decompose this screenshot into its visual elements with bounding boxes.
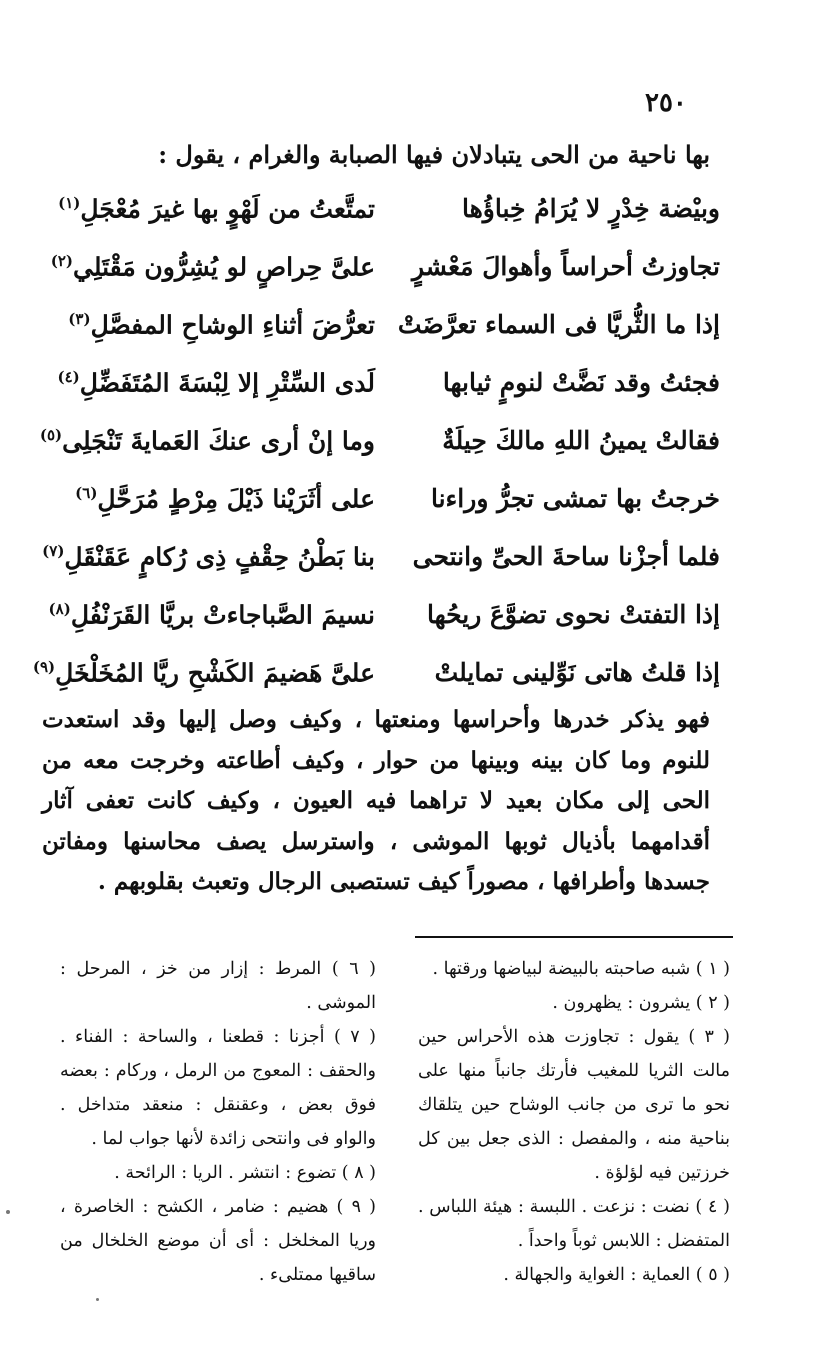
footnote: ( ٥ ) العماية : الغواية والجهالة . (503, 1265, 730, 1285)
second-hemistich (30, 426, 375, 455)
poem-verse (30, 188, 720, 246)
second-hemistich (30, 542, 375, 571)
poem-verse (30, 594, 720, 652)
hemistich-text: تعرُّضَ أثناءِ الوشاحِ المفصَّلِ (90, 310, 375, 340)
poem-verse (30, 420, 720, 478)
page-number: ٢٥٠ (645, 88, 687, 118)
footnote-ref: (٣) (68, 310, 91, 328)
second-hemistich (30, 252, 375, 281)
poem-verse (30, 478, 720, 536)
hemistich-text: علىَّ حِراصٍ لو يُشِرُّون مَقْتَلِي (73, 252, 375, 282)
footnote: ( ٦ ) المرط : إزار من خز ، المرحل : الموشى . (60, 959, 377, 1013)
poem (30, 188, 720, 710)
intro-line: بها ناحية من الحى يتبادلان فيها الصبابة والغرام ، يقول : (158, 140, 710, 169)
hemistich-text: لَدى السِّتْرِ إلا لِبْسَةَ المُتَفَضِّلِ (79, 368, 375, 398)
hemistich-text: نسيمَ الصَّباجاءتْ بريَّا القَرَنْفُلِ (70, 600, 375, 630)
second-hemistich (30, 194, 375, 223)
hemistich-text: علىَّ هَضيمَ الكَشْحِ ريَّا المُخَلْخَلِ (55, 658, 375, 688)
footnote: ( ١ ) شبه صاحبته بالبيضة لبياضها ورقتها . (432, 959, 730, 979)
footnote: ( ٣ ) يقول : تجاوزت هذه الأحراس حين مالت الثريا للمغيب فأرتك جانباً منها على نحو ما ترى من جانب الوشاح حين يتلقاك بناحية منه ، والمفصل : الذى جعل بين كل خرزتين فيه لؤلؤة . (418, 1027, 731, 1183)
footnote-ref: (٥) (39, 426, 63, 444)
poem-verse (30, 536, 720, 594)
footnote-divider (415, 936, 733, 938)
second-hemistich (30, 310, 375, 339)
footnote: ( ٢ ) يشرون : يظهرون . (552, 993, 730, 1013)
footnote-ref: (٢) (50, 252, 74, 270)
second-hemistich (30, 600, 375, 629)
footnote: ( ٤ ) نضت : نزعت . اللبسة : هيئة اللباس . المتفضل : اللابس ثوباً واحداً . (418, 1197, 730, 1251)
first-hemistich: إذا التفتتْ نحوى تضوَّعَ ريحُها (426, 600, 720, 629)
footnote: ( ٩ ) هضيم : ضامر ، الكشح : الخاصرة ، وريا المخلخل : أى أن موضع الخلخال من ساقيها ممتلىء . (60, 1197, 376, 1285)
poem-verse (30, 246, 720, 304)
footnote-ref: (٤) (57, 368, 80, 386)
footnote-ref: (٦) (75, 484, 98, 502)
hemistich-text: تمتَّعتُ من لَهْوٍ بها غيرَ مُعْجَلِ (80, 194, 375, 224)
second-hemistich (30, 484, 375, 513)
footnotes-left-column (60, 952, 376, 1292)
poem-verse (30, 304, 720, 362)
second-hemistich (30, 368, 375, 397)
footnotes-right-column (418, 952, 730, 1292)
first-hemistich: فلما أجزْنا ساحةَ الحىِّ وانتحى (412, 542, 720, 571)
footnote-ref: (٨) (48, 600, 71, 618)
scan-speck (96, 1298, 99, 1301)
footnote-ref: (١) (58, 194, 81, 212)
hemistich-text: على أثَرَيْنا ذَيْلَ مِرْطٍ مُرَحَّلِ (97, 484, 375, 514)
first-hemistich: خرجتُ بها تمشى تجرُّ وراءنا (430, 484, 720, 513)
first-hemistich: وبيْضة خِدْرٍ لا يُرَامُ خِباؤُها (461, 194, 720, 223)
footnote: ( ٧ ) أجزنا : قطعنا ، والساحة : الفناء . والحقف : المعوج من الرمل ، وركام : بعضه فوق بعض ، وعقنقل : منعقد متداخل . والواو فى وانتحى زائدة لأنها جواب لما . (60, 1027, 377, 1149)
hemistich-text: وما إنْ أرى عنكَ العَمايةَ تَنْجَلِى (62, 426, 375, 456)
prose-paragraph: فهو يذكر خدرها وأحراسها ومنعتها ، وكيف وصل إليها وقد استعدت للنوم وما كان بينه وبينها من حوار ، وكيف أطاعته وخرجت معه من الحى إلى مكان بعيد لا تراهما فيه العيون ، وكيف كانت تعفى آثار أقدامهما بأذيال ثوبها الموشى ، واسترسل يصف محاسنها ومفاتن جسدها وأطرافها ، مصوراً كيف تستصبى الرجال وتعبث بقلوبهم . (42, 706, 710, 895)
hemistich-text: بنا بَطْنُ حِقْفٍ ذِى رُكامٍ عَقَنْقَلِ (64, 542, 375, 572)
footnote-ref: (٧) (42, 542, 65, 560)
first-hemistich: إذا قلتُ هاتى نَوِّلينى تمايلتْ (434, 658, 720, 687)
second-hemistich (30, 658, 375, 687)
first-hemistich: فجئتُ وقد نَضَّتْ لنومٍ ثيابها (442, 368, 720, 397)
poem-verse (30, 362, 720, 420)
first-hemistich: تجاوزتُ أحراساً وأهوالَ مَعْشرٍ (412, 252, 720, 281)
scan-speck (6, 1210, 10, 1214)
first-hemistich: فقالتْ يمينُ اللهِ مالكَ حِيلَةٌ (442, 426, 720, 455)
footnote: ( ٨ ) تضوع : انتشر . الريا : الرائحة . (114, 1163, 376, 1183)
first-hemistich: إذا ما الثُّريَّا فى السماء تعرَّضَتْ (397, 310, 720, 339)
footnote-ref: (٩) (32, 658, 56, 676)
